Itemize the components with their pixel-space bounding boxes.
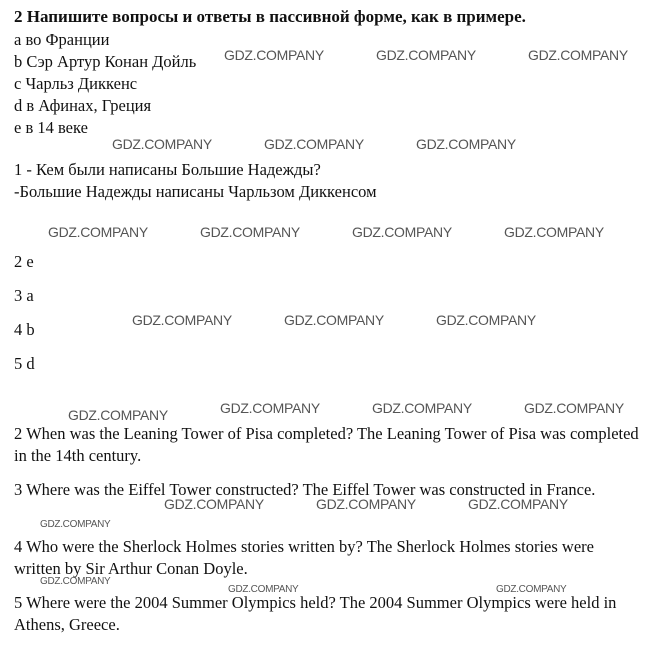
example-answer: -Большие Надежды написаны Чарльзом Диккенсом <box>14 182 377 201</box>
watermark: GDZ.COMPANY <box>416 136 516 152</box>
option-c: c Чарльз Диккенс <box>14 74 138 93</box>
watermark: GDZ.COMPANY <box>228 584 299 595</box>
watermark: GDZ.COMPANY <box>224 47 324 63</box>
watermark: GDZ.COMPANY <box>68 407 168 423</box>
heading: 2 Напишите вопросы и ответы в пассивной форме, как в примере. <box>14 7 526 26</box>
watermark: GDZ.COMPANY <box>164 496 264 512</box>
watermark: GDZ.COMPANY <box>48 224 148 240</box>
match-3: 3 a <box>14 286 34 305</box>
watermark: GDZ.COMPANY <box>40 519 111 530</box>
watermark: GDZ.COMPANY <box>316 496 416 512</box>
option-a: a во Франции <box>14 30 110 49</box>
watermark: GDZ.COMPANY <box>132 312 232 328</box>
match-2: 2 e <box>14 252 34 271</box>
watermark: GDZ.COMPANY <box>112 136 212 152</box>
answer-4: 4 Who were the Sherlock Holmes stories written by? The Sherlock Holmes stories were written by Sir Arthur Conan Doyle. <box>14 537 594 578</box>
option-e: e в 14 веке <box>14 118 88 137</box>
watermark: GDZ.COMPANY <box>372 400 472 416</box>
watermark: GDZ.COMPANY <box>40 576 111 587</box>
match-5: 5 d <box>14 354 35 373</box>
answer-2: 2 When was the Leaning Tower of Pisa completed? The Leaning Tower of Pisa was completed in the 14th century. <box>14 424 639 465</box>
answer-5: 5 Where were the 2004 Summer Olympics held? The 2004 Summer Olympics were held in Athens, Greece. <box>14 593 617 634</box>
option-b: b Сэр Артур Конан Дойль <box>14 52 197 71</box>
match-4: 4 b <box>14 320 35 339</box>
answer-3: 3 Where was the Eiffel Tower constructed? The Eiffel Tower was constructed in France. <box>14 480 596 499</box>
watermark: GDZ.COMPANY <box>376 47 476 63</box>
watermark: GDZ.COMPANY <box>504 224 604 240</box>
watermark: GDZ.COMPANY <box>200 224 300 240</box>
watermark: GDZ.COMPANY <box>468 496 568 512</box>
watermark: GDZ.COMPANY <box>220 400 320 416</box>
watermark: GDZ.COMPANY <box>352 224 452 240</box>
watermark: GDZ.COMPANY <box>496 584 567 595</box>
option-d: d в Афинах, Греция <box>14 96 152 115</box>
watermark: GDZ.COMPANY <box>528 47 628 63</box>
watermark: GDZ.COMPANY <box>284 312 384 328</box>
watermark: GDZ.COMPANY <box>524 400 624 416</box>
watermark: GDZ.COMPANY <box>436 312 536 328</box>
example-question: 1 - Кем были написаны Большие Надежды? <box>14 160 321 179</box>
watermark: GDZ.COMPANY <box>264 136 364 152</box>
